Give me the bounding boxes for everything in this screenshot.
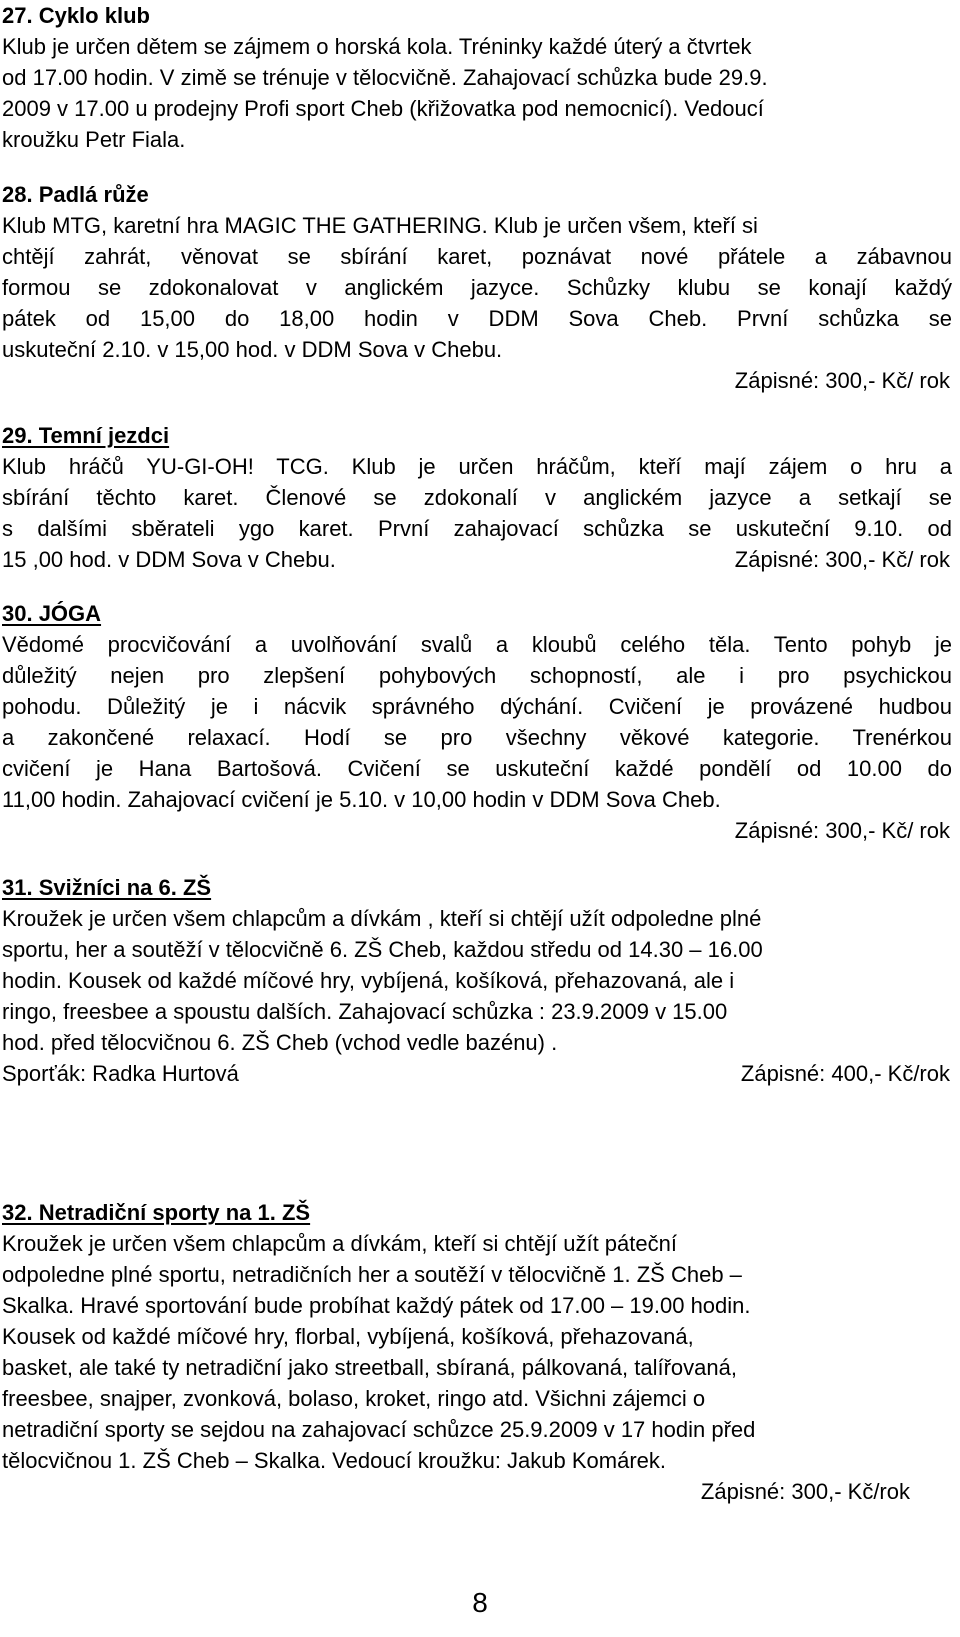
section-heading: 31. Svižníci na 6. ZŠ <box>2 875 212 900</box>
paragraph-line: sbírání těchto karet. Členové se zdokonalí v anglickém jazyce a setkají se <box>2 485 952 510</box>
paragraph-line: Skalka. Hravé sportování bude probíhat každý pátek od 17.00 – 19.00 hodin. <box>2 1293 751 1318</box>
paragraph-line: Kroužek je určen všem chlapcům a dívkám, kteří si chtějí užít páteční <box>2 1231 677 1256</box>
section-sviznici <box>2 872 952 1089</box>
section-heading: 28. Padlá růže <box>2 182 149 207</box>
paragraph-line: s dalšími sběrateli ygo karet. První zahajovací schůzka se uskuteční 9.10. od <box>2 516 952 541</box>
paragraph-line: 2009 v 17.00 u prodejny Profi sport Cheb (křižovatka pod nemocnicí). Vedoucí <box>2 96 764 121</box>
registration-fee: Zápisné: 300,- Kč/ rok <box>734 547 950 572</box>
paragraph-line: ringo, freesbee a spoustu dalších. Zahajovací schůzka : 23.9.2009 v 15.00 <box>2 999 728 1024</box>
paragraph-line: hodin. Kousek od každé míčové hry, vybíjená, košíková, přehazovaná, ale i <box>2 968 735 993</box>
paragraph-line: chtějí zahrát, věnovat se sbírání karet, poznávat nové přátele a zábavnou <box>2 244 952 269</box>
page-number: 8 <box>472 1587 488 1618</box>
paragraph-line: netradiční sporty se sejdou na zahajovací schůzce 25.9.2009 v 17 hodin před <box>2 1417 756 1442</box>
registration-fee: Zápisné: 300,- Kč/ rok <box>734 368 950 393</box>
paragraph-line: Klub je určen dětem se zájmem o horská kola. Tréninky každé úterý a čtvrtek <box>2 34 752 59</box>
paragraph-line: cvičení je Hana Bartošová. Cvičení se uskuteční každé pondělí od 10.00 do <box>2 756 952 781</box>
paragraph-line: Vědomé procvičování a uvolňování svalů a kloubů celého těla. Tento pohyb je <box>2 632 952 657</box>
paragraph-line: tělocvičnou 1. ZŠ Cheb – Skalka. Vedoucí kroužku: Jakub Komárek. <box>2 1448 667 1473</box>
paragraph-line: Klub MTG, karetní hra MAGIC THE GATHERING. Klub je určen všem, kteří si <box>2 213 758 238</box>
paragraph-line: a zakončené relaxací. Hodí se pro všechny věkové kategorie. Trenérkou <box>2 725 952 750</box>
paragraph-line: freesbee, snajper, zvonková, bolaso, kroket, ringo atd. Všichni zájemci o <box>2 1386 706 1411</box>
section-heading: 32. Netradiční sporty na 1. ZŠ <box>2 1200 311 1225</box>
paragraph-line-with-fee <box>2 544 952 575</box>
registration-fee: Zápisné: 400,- Kč/rok <box>740 1061 950 1086</box>
paragraph-line: odpoledne plné sportu, netradičních her a soutěží v tělocvičně 1. ZŠ Cheb – <box>2 1262 742 1287</box>
paragraph-line: formou se zdokonalovat v anglickém jazyce. Schůzky klubu se konají každý <box>2 275 952 300</box>
paragraph-line: hod. před tělocvičnou 6. ZŠ Cheb (vchod vedle bazénu) . <box>2 1030 558 1055</box>
paragraph-line: důležitý nejen pro zlepšení pohybových schopností, ale i pro psychickou <box>2 663 952 688</box>
paragraph-line: Kroužek je určen všem chlapcům a dívkám , kteří si chtějí užít odpoledne plné <box>2 906 762 931</box>
section-temni-jezdci <box>2 420 952 575</box>
section-padla-ruze <box>2 179 952 396</box>
registration-fee: Zápisné: 300,- Kč/rok <box>700 1479 910 1504</box>
paragraph-line: 11,00 hodin. Zahajovací cvičení je 5.10. v 10,00 hodin v DDM Sova Cheb. <box>2 787 721 812</box>
section-joga <box>2 598 952 846</box>
paragraph-line: pátek od 15,00 do 18,00 hodin v DDM Sova Cheb. První schůzka se <box>2 306 952 331</box>
paragraph-line: od 17.00 hodin. V zimě se trénuje v tělocvičně. Zahajovací schůzka bude 29.9. <box>2 65 768 90</box>
paragraph-line: Klub hráčů YU-GI-OH! TCG. Klub je určen hráčům, kteří mají zájem o hru a <box>2 454 952 479</box>
paragraph-line: uskuteční 2.10. v 15,00 hod. v DDM Sova v Chebu. <box>2 337 503 362</box>
section-heading: 29. Temní jezdci <box>2 423 170 448</box>
paragraph-line: basket, ale také ty netradiční jako streetball, sbíraná, pálkovaná, talířovaná, <box>2 1355 737 1380</box>
paragraph-line: sportu, her a soutěží v tělocvičně 6. ZŠ Cheb, každou středu od 14.30 – 16.00 <box>2 937 763 962</box>
paragraph-line: kroužku Petr Fiala. <box>2 127 186 152</box>
paragraph-line: Kousek od každé míčové hry, florbal, vybíjená, košíková, přehazovaná, <box>2 1324 694 1349</box>
section-heading: 27. Cyklo klub <box>2 3 150 28</box>
section-cyklo-klub <box>2 0 952 155</box>
section-heading: 30. JÓGA <box>2 601 102 626</box>
paragraph-line: pohodu. Důležitý je i nácvik správného dýchání. Cvičení je provázené hudbou <box>2 694 952 719</box>
section-netradicni-sporty <box>2 1197 952 1507</box>
registration-fee: Zápisné: 300,- Kč/ rok <box>734 818 950 843</box>
paragraph-line: 15 ,00 hod. v DDM Sova v Chebu. <box>2 547 336 572</box>
instructor-line: Sporťák: Radka Hurtová <box>2 1061 239 1086</box>
paragraph-line-with-fee <box>2 1058 952 1089</box>
